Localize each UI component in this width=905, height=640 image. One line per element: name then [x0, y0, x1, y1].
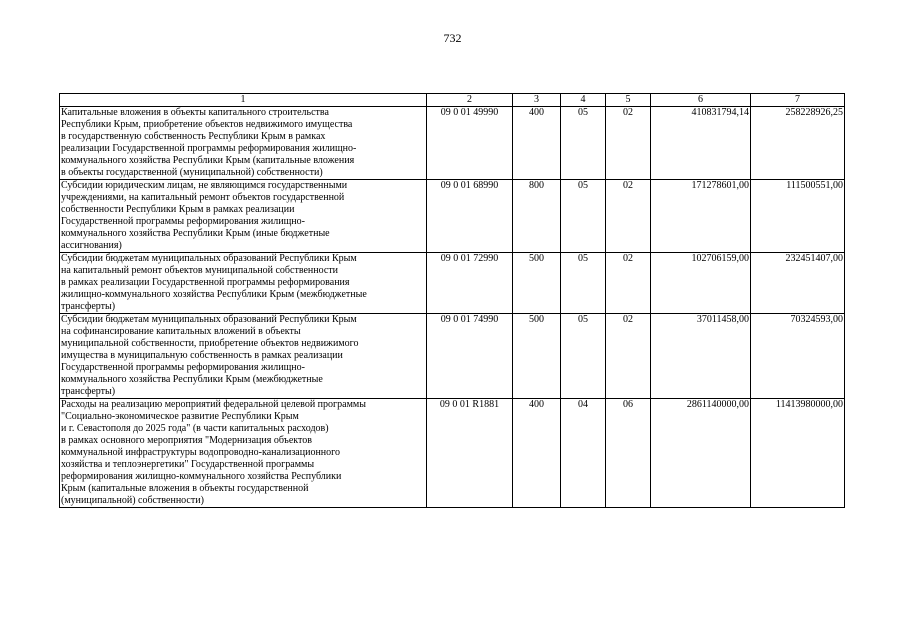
column-header-3: 3: [513, 94, 561, 107]
row-section: 05: [561, 107, 606, 180]
row-target-article: 09 0 01 49990: [427, 107, 513, 180]
column-header-7: 7: [751, 94, 845, 107]
column-header-5: 5: [606, 94, 651, 107]
row-description: Капитальные вложения в объекты капитального строительства Республики Крым, приобретение объектов недвижимого имущества в государственную собственность Республики Крым в рамках реализации Государственной программы реформирования жилищно- коммунального хозяйства Республики Крым (капитальные вложения в объекты государственной (муниципальной) собственности): [60, 107, 427, 180]
row-section: 05: [561, 314, 606, 399]
row-amount-2: 232451407,00: [751, 253, 845, 314]
column-header-4: 4: [561, 94, 606, 107]
row-target-article: 09 0 01 R1881: [427, 399, 513, 508]
budget-table: [59, 93, 845, 508]
row-subsection: 06: [606, 399, 651, 508]
row-expense-type: 400: [513, 399, 561, 508]
column-number-row: [60, 94, 845, 107]
row-amount-2: 258228926,25: [751, 107, 845, 180]
row-amount-1: 171278601,00: [651, 180, 751, 253]
row-amount-1: 2861140000,00: [651, 399, 751, 508]
table-row: [60, 399, 845, 508]
row-section: 04: [561, 399, 606, 508]
row-description: Расходы на реализацию мероприятий федеральной целевой программы "Социально-экономическое развитие Республики Крым и г. Севастополя до 2025 года" (в части капитальных расходов) в рамках основного мероприятия "Модернизация объектов коммунальной инфраструктуры водопроводно-канализационного хозяйства и теплоэнергетики" Государственной программы реформирования жилищно-коммунального хозяйства Республики Крым (капитальные вложения в объекты государственной (муниципальной) собственности): [60, 399, 427, 508]
table-row: [60, 314, 845, 399]
row-amount-2: 70324593,00: [751, 314, 845, 399]
row-subsection: 02: [606, 180, 651, 253]
table-row: [60, 180, 845, 253]
row-subsection: 02: [606, 314, 651, 399]
row-amount-1: 410831794,14: [651, 107, 751, 180]
row-description: Субсидии юридическим лицам, не являющимся государственными учреждениями, на капитальный ремонт объектов государственной собственности Республики Крым в рамках реализации Государственной программы реформирования жилищно- коммунального хозяйства Республики Крым (иные бюджетные ассигнования): [60, 180, 427, 253]
row-amount-2: 111500551,00: [751, 180, 845, 253]
row-expense-type: 400: [513, 107, 561, 180]
column-header-6: 6: [651, 94, 751, 107]
row-amount-1: 37011458,00: [651, 314, 751, 399]
row-description: Субсидии бюджетам муниципальных образований Республики Крым на софинансирование капитальных вложений в объекты муниципальной собственности, приобретение объектов недвижимого имущества в муниципальную собственность в рамках реализации Государственной программы реформирования жилищно- коммунального хозяйства Республики Крым (межбюджетные трансферты): [60, 314, 427, 399]
row-expense-type: 500: [513, 314, 561, 399]
column-header-2: 2: [427, 94, 513, 107]
row-section: 05: [561, 180, 606, 253]
row-subsection: 02: [606, 253, 651, 314]
row-amount-1: 102706159,00: [651, 253, 751, 314]
row-target-article: 09 0 01 72990: [427, 253, 513, 314]
row-section: 05: [561, 253, 606, 314]
table-row: [60, 107, 845, 180]
row-subsection: 02: [606, 107, 651, 180]
table-row: [60, 253, 845, 314]
row-expense-type: 800: [513, 180, 561, 253]
row-target-article: 09 0 01 68990: [427, 180, 513, 253]
row-description: Субсидии бюджетам муниципальных образований Республики Крым на капитальный ремонт объектов муниципальной собственности в рамках реализации Государственной программы реформирования жилищно-коммунального хозяйства Республики Крым (межбюджетные трансферты): [60, 253, 427, 314]
row-expense-type: 500: [513, 253, 561, 314]
column-header-1: 1: [60, 94, 427, 107]
row-amount-2: 11413980000,00: [751, 399, 845, 508]
page-number: 732: [443, 31, 462, 45]
row-target-article: 09 0 01 74990: [427, 314, 513, 399]
